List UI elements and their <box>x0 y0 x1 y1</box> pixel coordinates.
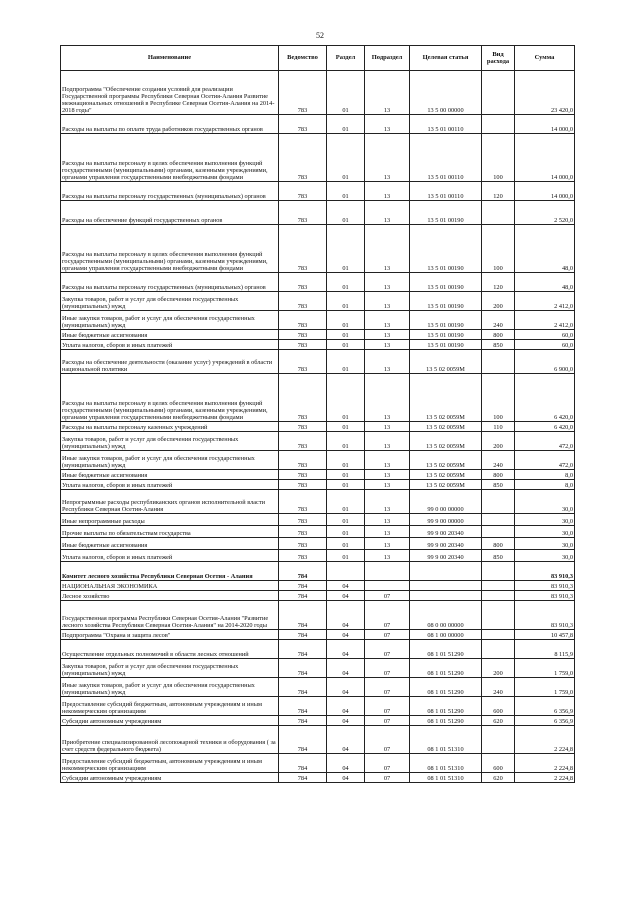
table-body <box>61 71 575 783</box>
cell-vedomstvo: 783 <box>279 470 327 480</box>
table-row <box>61 581 575 591</box>
cell-celevaya-statya: 13 5 01 00190 <box>410 201 482 225</box>
cell-name: Закупка товаров, работ и услуг для обеспечения государственных (муниципальных) нужд <box>61 659 279 678</box>
cell-razdel: 04 <box>327 754 365 773</box>
cell-summa: 83 910,3 <box>515 601 575 630</box>
cell-name: Иные бюджетные ассигнования <box>61 538 279 550</box>
cell-razdel: 04 <box>327 726 365 754</box>
cell-celevaya-statya: 08 1 01 51290 <box>410 659 482 678</box>
table-row <box>61 514 575 526</box>
cell-vid-raskhoda: 620 <box>482 716 515 726</box>
cell-summa: 83 910,3 <box>515 562 575 581</box>
cell-vedomstvo: 783 <box>279 273 327 292</box>
cell-summa: 472,0 <box>515 451 575 470</box>
cell-celevaya-statya <box>410 581 482 591</box>
cell-summa: 30,0 <box>515 490 575 514</box>
cell-summa: 60,0 <box>515 330 575 340</box>
cell-celevaya-statya: 99 9 00 20340 <box>410 538 482 550</box>
cell-name: Иные бюджетные ассигнования <box>61 330 279 340</box>
cell-vedomstvo: 783 <box>279 225 327 273</box>
cell-vid-raskhoda <box>482 115 515 134</box>
cell-vid-raskhoda: 800 <box>482 470 515 480</box>
cell-vedomstvo: 784 <box>279 697 327 716</box>
table-row <box>61 591 575 601</box>
cell-razdel: 01 <box>327 422 365 432</box>
cell-vid-raskhoda: 200 <box>482 292 515 311</box>
cell-podrazdel: 13 <box>365 182 410 201</box>
table-row <box>61 550 575 562</box>
cell-summa: 14 000,0 <box>515 182 575 201</box>
cell-summa: 2 412,0 <box>515 311 575 330</box>
cell-name: Приобретение специализированной лесопожарной техники и оборудования ( за счет средств федерального бюджета) <box>61 726 279 754</box>
table-row <box>61 134 575 182</box>
cell-podrazdel: 13 <box>365 374 410 422</box>
cell-vedomstvo: 783 <box>279 374 327 422</box>
cell-vedomstvo: 784 <box>279 659 327 678</box>
cell-vedomstvo: 784 <box>279 726 327 754</box>
cell-vid-raskhoda <box>482 562 515 581</box>
cell-razdel: 04 <box>327 697 365 716</box>
cell-razdel: 01 <box>327 451 365 470</box>
cell-celevaya-statya: 13 5 01 00190 <box>410 340 482 350</box>
cell-summa: 2 224,8 <box>515 773 575 783</box>
cell-podrazdel: 13 <box>365 550 410 562</box>
cell-vedomstvo: 784 <box>279 630 327 640</box>
table-row <box>61 273 575 292</box>
cell-razdel: 01 <box>327 526 365 538</box>
cell-celevaya-statya: 08 1 01 51290 <box>410 697 482 716</box>
cell-celevaya-statya: 99 9 00 20340 <box>410 526 482 538</box>
cell-vid-raskhoda: 200 <box>482 432 515 451</box>
cell-summa: 48,0 <box>515 273 575 292</box>
cell-name: Лесное хозяйство <box>61 591 279 601</box>
cell-celevaya-statya: 99 9 00 20340 <box>410 550 482 562</box>
cell-summa: 30,0 <box>515 538 575 550</box>
page-number: 52 <box>316 31 324 40</box>
cell-celevaya-statya: 08 1 00 00000 <box>410 630 482 640</box>
cell-vedomstvo: 783 <box>279 201 327 225</box>
cell-celevaya-statya: 13 5 01 00110 <box>410 115 482 134</box>
table-row <box>61 640 575 659</box>
table-row <box>61 678 575 697</box>
cell-name: Предоставление субсидий бюджетным, автономным учреждениям и иным некоммерческим организациям <box>61 697 279 716</box>
cell-razdel: 01 <box>327 350 365 374</box>
cell-vedomstvo: 784 <box>279 581 327 591</box>
cell-podrazdel: 13 <box>365 340 410 350</box>
cell-podrazdel: 07 <box>365 754 410 773</box>
cell-vedomstvo: 784 <box>279 773 327 783</box>
cell-name: Иные закупки товаров, работ и услуг для обеспечения государственных (муниципальных) нужд <box>61 678 279 697</box>
table-row <box>61 659 575 678</box>
cell-podrazdel: 13 <box>365 470 410 480</box>
cell-vid-raskhoda: 120 <box>482 273 515 292</box>
cell-name: Расходы на обеспечение функций государственных органов <box>61 201 279 225</box>
cell-podrazdel: 07 <box>365 659 410 678</box>
cell-razdel: 01 <box>327 225 365 273</box>
table-row <box>61 225 575 273</box>
cell-podrazdel: 07 <box>365 678 410 697</box>
cell-podrazdel: 13 <box>365 225 410 273</box>
cell-razdel: 04 <box>327 581 365 591</box>
cell-celevaya-statya <box>410 562 482 581</box>
cell-name: Уплата налогов, сборов и иных платежей <box>61 480 279 490</box>
cell-podrazdel: 13 <box>365 311 410 330</box>
cell-podrazdel: 07 <box>365 697 410 716</box>
cell-vid-raskhoda: 600 <box>482 697 515 716</box>
cell-summa: 30,0 <box>515 514 575 526</box>
cell-podrazdel: 13 <box>365 350 410 374</box>
cell-vedomstvo: 783 <box>279 451 327 470</box>
cell-razdel: 04 <box>327 640 365 659</box>
cell-vedomstvo: 783 <box>279 340 327 350</box>
cell-vid-raskhoda: 800 <box>482 330 515 340</box>
cell-vedomstvo: 783 <box>279 422 327 432</box>
table-row <box>61 470 575 480</box>
cell-name: Субсидии автономным учреждениям <box>61 773 279 783</box>
cell-vid-raskhoda: 850 <box>482 340 515 350</box>
cell-razdel: 04 <box>327 773 365 783</box>
cell-summa: 30,0 <box>515 550 575 562</box>
cell-vedomstvo: 783 <box>279 134 327 182</box>
cell-name: Расходы на выплаты персоналу в целях обеспечения выполнения функций государственными (муниципальными) органами, казенными учреждениями, органами управления государственными внебюджетными фондами <box>61 134 279 182</box>
header-name: Наименование <box>61 46 279 71</box>
cell-celevaya-statya: 08 1 01 51290 <box>410 640 482 659</box>
table-row <box>61 538 575 550</box>
cell-razdel: 01 <box>327 480 365 490</box>
header-razdel: Раздел <box>327 46 365 71</box>
cell-summa: 2 224,8 <box>515 754 575 773</box>
cell-celevaya-statya: 13 5 01 00110 <box>410 134 482 182</box>
cell-vid-raskhoda <box>482 490 515 514</box>
cell-celevaya-statya: 13 5 01 00190 <box>410 273 482 292</box>
cell-vid-raskhoda: 100 <box>482 134 515 182</box>
cell-name: Государственная программа Республики Северная Осетия-Алания "Развитие лесного хозяйства Республики Северная Осетия-Алания" на 2014-2020 годы <box>61 601 279 630</box>
cell-summa: 83 910,3 <box>515 591 575 601</box>
cell-name: Непрограммные расходы республиканских органов исполнительной власти Республики Северная Осетия-Алания <box>61 490 279 514</box>
budget-table <box>60 45 575 783</box>
table-row <box>61 754 575 773</box>
cell-name: Подпрограмма "Обеспечение создания условий для реализации Государственной программы Республики Северная Осетия-Алания Развитие межнациональных отношений в Республике Северная Осетия-Алания на 2014-2018 годы" <box>61 71 279 115</box>
cell-vedomstvo: 783 <box>279 538 327 550</box>
cell-razdel: 01 <box>327 514 365 526</box>
table-row <box>61 292 575 311</box>
header-vedomstvo: Ведомство <box>279 46 327 71</box>
cell-summa: 6 356,9 <box>515 716 575 726</box>
cell-name: Подпрограмма "Охрана и защита лесов" <box>61 630 279 640</box>
cell-razdel: 01 <box>327 470 365 480</box>
cell-name: Субсидии автономным учреждениям <box>61 716 279 726</box>
cell-razdel: 01 <box>327 71 365 115</box>
cell-summa: 472,0 <box>515 432 575 451</box>
cell-summa: 2 224,8 <box>515 726 575 754</box>
cell-summa: 14 000,0 <box>515 115 575 134</box>
cell-podrazdel: 13 <box>365 134 410 182</box>
cell-vid-raskhoda <box>482 514 515 526</box>
cell-vedomstvo: 783 <box>279 514 327 526</box>
cell-podrazdel: 07 <box>365 640 410 659</box>
cell-summa: 2 412,0 <box>515 292 575 311</box>
cell-name: Расходы на выплаты персоналу в целях обеспечения выполнения функций государственными (муниципальными) органами, казенными учреждениями, органами управления государственными внебюджетными фондами <box>61 225 279 273</box>
table-row <box>61 480 575 490</box>
cell-vid-raskhoda <box>482 201 515 225</box>
cell-vedomstvo: 783 <box>279 182 327 201</box>
cell-name: Расходы на выплаты по оплате труда работников государственных органов <box>61 115 279 134</box>
cell-vedomstvo: 783 <box>279 490 327 514</box>
cell-celevaya-statya: 13 5 01 00190 <box>410 225 482 273</box>
cell-vedomstvo: 783 <box>279 71 327 115</box>
cell-summa: 60,0 <box>515 340 575 350</box>
table-row <box>61 773 575 783</box>
header-vid-raskhoda: Вид расхода <box>482 46 515 71</box>
cell-podrazdel: 07 <box>365 773 410 783</box>
cell-razdel: 01 <box>327 330 365 340</box>
cell-vedomstvo: 783 <box>279 550 327 562</box>
cell-summa: 23 420,0 <box>515 71 575 115</box>
cell-name: НАЦИОНАЛЬНАЯ ЭКОНОМИКА <box>61 581 279 591</box>
cell-vid-raskhoda <box>482 526 515 538</box>
cell-razdel: 04 <box>327 591 365 601</box>
cell-celevaya-statya: 13 5 02 0059М <box>410 422 482 432</box>
table-row <box>61 526 575 538</box>
cell-name: Осуществление отдельных полномочий в области лесных отношений <box>61 640 279 659</box>
cell-podrazdel: 07 <box>365 716 410 726</box>
cell-razdel: 01 <box>327 550 365 562</box>
cell-summa: 6 900,0 <box>515 350 575 374</box>
cell-celevaya-statya: 08 1 01 51310 <box>410 773 482 783</box>
cell-celevaya-statya: 13 5 00 00000 <box>410 71 482 115</box>
table-row <box>61 71 575 115</box>
cell-vid-raskhoda <box>482 581 515 591</box>
cell-vid-raskhoda: 240 <box>482 311 515 330</box>
cell-razdel: 01 <box>327 538 365 550</box>
cell-podrazdel: 13 <box>365 514 410 526</box>
table-row <box>61 630 575 640</box>
cell-celevaya-statya: 08 1 01 51290 <box>410 678 482 697</box>
cell-celevaya-statya: 13 5 02 0059М <box>410 470 482 480</box>
cell-vid-raskhoda: 850 <box>482 550 515 562</box>
cell-name: Иные закупки товаров, работ и услуг для обеспечения государственных (муниципальных) нужд <box>61 311 279 330</box>
cell-celevaya-statya: 13 5 02 0059М <box>410 432 482 451</box>
cell-vedomstvo: 783 <box>279 480 327 490</box>
cell-vedomstvo: 783 <box>279 311 327 330</box>
cell-name: Закупка товаров, работ и услуг для обеспечения государственных (муниципальных) нужд <box>61 432 279 451</box>
cell-name: Иные закупки товаров, работ и услуг для обеспечения государственных (муниципальных) нужд <box>61 451 279 470</box>
cell-celevaya-statya: 08 0 00 00000 <box>410 601 482 630</box>
table-row <box>61 697 575 716</box>
table-row <box>61 726 575 754</box>
cell-vedomstvo: 784 <box>279 562 327 581</box>
cell-razdel: 04 <box>327 716 365 726</box>
table-row <box>61 311 575 330</box>
cell-podrazdel <box>365 581 410 591</box>
cell-vid-raskhoda <box>482 350 515 374</box>
cell-razdel: 04 <box>327 659 365 678</box>
cell-vid-raskhoda: 200 <box>482 659 515 678</box>
cell-podrazdel: 07 <box>365 591 410 601</box>
table-row <box>61 350 575 374</box>
cell-name: Расходы на выплаты персоналу государственных (муниципальных) органов <box>61 182 279 201</box>
cell-vid-raskhoda <box>482 71 515 115</box>
cell-celevaya-statya: 13 5 01 00190 <box>410 311 482 330</box>
header-podrazdel: Подраздел <box>365 46 410 71</box>
cell-podrazdel: 13 <box>365 201 410 225</box>
header-summa: Сумма <box>515 46 575 71</box>
cell-vid-raskhoda <box>482 630 515 640</box>
table-row <box>61 374 575 422</box>
cell-name: Уплата налогов, сборов и иных платежей <box>61 340 279 350</box>
cell-razdel: 01 <box>327 340 365 350</box>
cell-podrazdel: 13 <box>365 422 410 432</box>
cell-vid-raskhoda: 800 <box>482 538 515 550</box>
cell-name: Закупка товаров, работ и услуг для обеспечения государственных (муниципальных) нужд <box>61 292 279 311</box>
cell-vedomstvo: 784 <box>279 601 327 630</box>
cell-vid-raskhoda: 850 <box>482 480 515 490</box>
cell-celevaya-statya: 08 1 01 51290 <box>410 716 482 726</box>
cell-celevaya-statya: 13 5 01 00190 <box>410 330 482 340</box>
cell-podrazdel: 13 <box>365 490 410 514</box>
cell-vid-raskhoda: 110 <box>482 422 515 432</box>
cell-vid-raskhoda: 100 <box>482 374 515 422</box>
cell-name: Прочие выплаты по обязательствам государства <box>61 526 279 538</box>
cell-name: Расходы на выплаты персоналу в целях обеспечения выполнения функций государственными (муниципальными) органами, казенными учреждениями, органами управления государственными внебюджетными фондами <box>61 374 279 422</box>
cell-summa: 6 356,9 <box>515 697 575 716</box>
cell-celevaya-statya: 13 5 01 00190 <box>410 292 482 311</box>
cell-summa: 6 420,0 <box>515 422 575 432</box>
cell-summa: 10 457,8 <box>515 630 575 640</box>
cell-summa: 6 420,0 <box>515 374 575 422</box>
cell-razdel: 04 <box>327 630 365 640</box>
cell-razdel: 04 <box>327 678 365 697</box>
cell-vedomstvo: 784 <box>279 754 327 773</box>
table-row <box>61 490 575 514</box>
cell-vid-raskhoda: 240 <box>482 451 515 470</box>
cell-name: Комитет лесного хозяйства Республики Северная Осетия - Алания <box>61 562 279 581</box>
cell-celevaya-statya: 13 5 02 0059М <box>410 350 482 374</box>
cell-podrazdel: 13 <box>365 480 410 490</box>
cell-celevaya-statya <box>410 591 482 601</box>
cell-name: Уплата налогов, сборов и иных платежей <box>61 550 279 562</box>
cell-vid-raskhoda: 120 <box>482 182 515 201</box>
cell-podrazdel: 13 <box>365 292 410 311</box>
cell-summa: 30,0 <box>515 526 575 538</box>
cell-name: Предоставление субсидий бюджетным, автономным учреждениям и иным некоммерческим организациям <box>61 754 279 773</box>
cell-razdel: 01 <box>327 134 365 182</box>
cell-podrazdel: 13 <box>365 330 410 340</box>
cell-vedomstvo: 784 <box>279 716 327 726</box>
cell-vedomstvo: 784 <box>279 640 327 659</box>
cell-razdel: 01 <box>327 311 365 330</box>
table-row <box>61 330 575 340</box>
table-row <box>61 601 575 630</box>
table-row <box>61 340 575 350</box>
cell-podrazdel: 13 <box>365 115 410 134</box>
cell-razdel: 04 <box>327 601 365 630</box>
table-row <box>61 451 575 470</box>
cell-vid-raskhoda: 600 <box>482 754 515 773</box>
cell-summa: 14 000,0 <box>515 134 575 182</box>
cell-celevaya-statya: 99 9 00 00000 <box>410 514 482 526</box>
table-row <box>61 115 575 134</box>
cell-podrazdel: 13 <box>365 451 410 470</box>
cell-vedomstvo: 783 <box>279 115 327 134</box>
cell-summa: 1 759,0 <box>515 678 575 697</box>
cell-summa: 8,0 <box>515 470 575 480</box>
cell-celevaya-statya: 13 5 02 0059М <box>410 451 482 470</box>
cell-podrazdel: 13 <box>365 273 410 292</box>
cell-razdel: 01 <box>327 182 365 201</box>
cell-vid-raskhoda <box>482 591 515 601</box>
cell-vid-raskhoda <box>482 601 515 630</box>
cell-podrazdel: 07 <box>365 630 410 640</box>
table-row <box>61 422 575 432</box>
cell-celevaya-statya: 99 0 00 00000 <box>410 490 482 514</box>
cell-vid-raskhoda: 620 <box>482 773 515 783</box>
cell-summa: 1 759,0 <box>515 659 575 678</box>
cell-razdel: 01 <box>327 273 365 292</box>
cell-podrazdel: 07 <box>365 601 410 630</box>
cell-summa: 8 115,9 <box>515 640 575 659</box>
cell-razdel: 01 <box>327 490 365 514</box>
cell-name: Расходы на выплаты персоналу государственных (муниципальных) органов <box>61 273 279 292</box>
table-header-row <box>61 46 575 71</box>
cell-vedomstvo: 784 <box>279 591 327 601</box>
cell-vid-raskhoda: 100 <box>482 225 515 273</box>
cell-celevaya-statya: 13 5 02 0059М <box>410 480 482 490</box>
cell-razdel: 01 <box>327 374 365 422</box>
cell-vedomstvo: 783 <box>279 292 327 311</box>
cell-summa: 83 910,3 <box>515 581 575 591</box>
cell-podrazdel: 13 <box>365 538 410 550</box>
cell-razdel: 01 <box>327 432 365 451</box>
cell-celevaya-statya: 08 1 01 51310 <box>410 754 482 773</box>
cell-celevaya-statya: 08 1 01 51310 <box>410 726 482 754</box>
cell-razdel <box>327 562 365 581</box>
table-row <box>61 716 575 726</box>
table-row <box>61 201 575 225</box>
cell-podrazdel: 13 <box>365 526 410 538</box>
cell-vedomstvo: 783 <box>279 350 327 374</box>
header-celevaya-statya: Целевая статья <box>410 46 482 71</box>
cell-summa: 8,0 <box>515 480 575 490</box>
cell-summa: 2 520,0 <box>515 201 575 225</box>
cell-podrazdel: 07 <box>365 726 410 754</box>
cell-name: Иные непрограммные расходы <box>61 514 279 526</box>
cell-vid-raskhoda <box>482 726 515 754</box>
table-row <box>61 182 575 201</box>
cell-vedomstvo: 783 <box>279 330 327 340</box>
cell-vedomstvo: 783 <box>279 526 327 538</box>
cell-vid-raskhoda: 240 <box>482 678 515 697</box>
cell-vedomstvo: 783 <box>279 432 327 451</box>
table-row <box>61 432 575 451</box>
cell-celevaya-statya: 13 5 02 0059М <box>410 374 482 422</box>
cell-summa: 48,0 <box>515 225 575 273</box>
cell-vid-raskhoda <box>482 640 515 659</box>
cell-razdel: 01 <box>327 292 365 311</box>
cell-name: Расходы на выплаты персоналу казенных учреждений <box>61 422 279 432</box>
cell-celevaya-statya: 13 5 01 00110 <box>410 182 482 201</box>
cell-razdel: 01 <box>327 201 365 225</box>
table-row <box>61 562 575 581</box>
cell-name: Иные бюджетные ассигнования <box>61 470 279 480</box>
cell-razdel: 01 <box>327 115 365 134</box>
cell-podrazdel: 13 <box>365 432 410 451</box>
cell-podrazdel: 13 <box>365 71 410 115</box>
cell-podrazdel <box>365 562 410 581</box>
cell-name: Расходы на обеспечение деятельности (оказание услуг) учреждений в области национальной политики <box>61 350 279 374</box>
cell-vedomstvo: 784 <box>279 678 327 697</box>
